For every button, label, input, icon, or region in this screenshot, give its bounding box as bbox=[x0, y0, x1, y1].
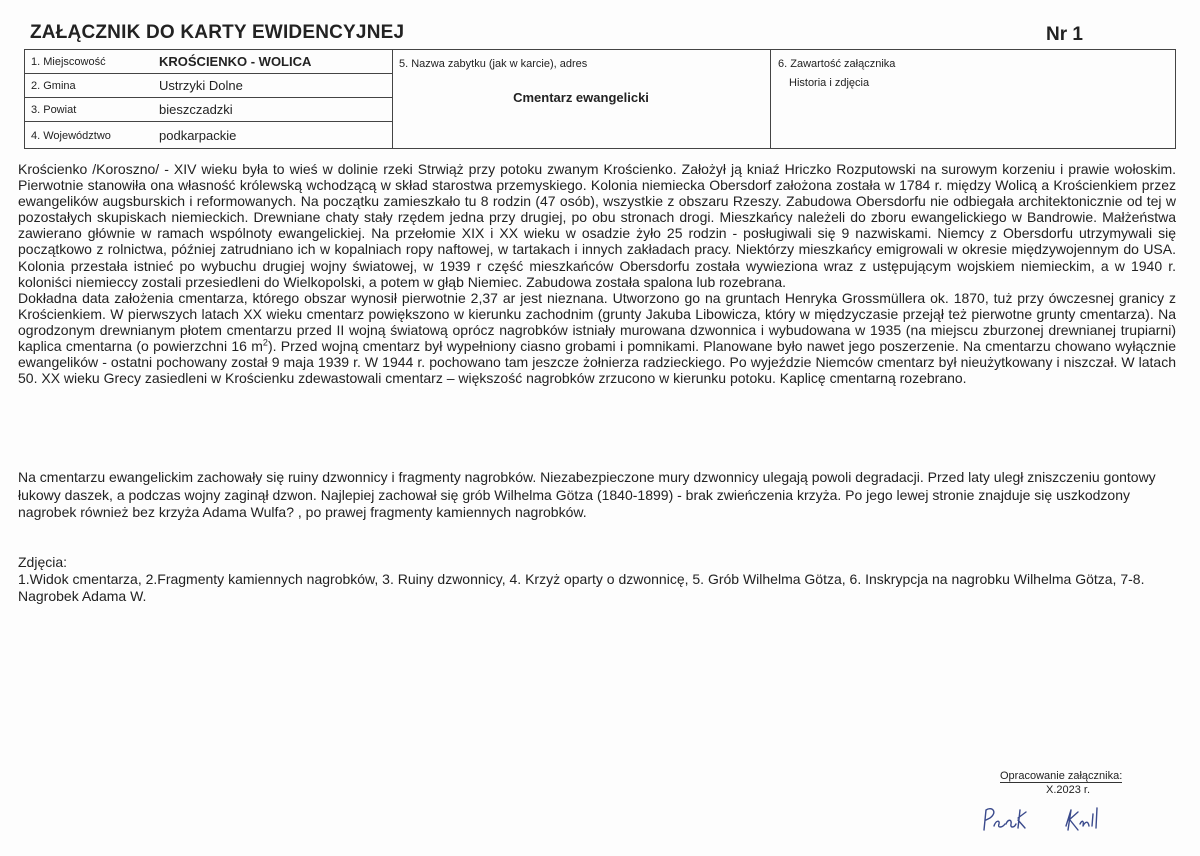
nazwa-label: 5. Nazwa zabytku (jak w karcie), adres bbox=[399, 58, 588, 70]
document-title: ZAŁĄCZNIK DO KARTY EWIDENCYJNEJ bbox=[30, 22, 405, 43]
miejscowosc-value: KROŚCIENKO - WOLICA bbox=[159, 54, 312, 69]
location-column bbox=[25, 50, 393, 148]
powiat-value: bieszczadzki bbox=[159, 102, 233, 117]
row-powiat bbox=[25, 98, 392, 122]
wojewodztwo-value: podkarpackie bbox=[159, 128, 237, 143]
document-number: Nr 1 bbox=[1046, 24, 1083, 45]
zawartosc-label: 6. Zawartość załącznika bbox=[778, 58, 896, 70]
monument-name-cell bbox=[392, 50, 771, 148]
nazwa-value: Cmentarz ewangelicki bbox=[513, 90, 649, 105]
photos-list: 1.Widok cmentarza, 2.Fragmenty kamiennych nagrobków, 3. Ruiny dzwonnicy, 4. Krzyż oparty o dzwonnicę, 5. Grób Wilhelma Götza, 6. Inskrypcja na nagrobku Wilhelma Götza, 7-8. Nagrobek Adama W. bbox=[18, 571, 1145, 604]
header-table bbox=[24, 49, 1176, 149]
paragraph-2-part-1: Dokładna data założenia cmentarza, którego obszar wynosił pierwotnie 2,37 ar jest nieznana. Utworzono go na gruntach Henryka Grossmüllera ok. 1870, tuż przy ówczesnej granicy z Krościenkiem. W pierwszych latach XX wieku cmentarz powiększono w kierunku zachodnim (grunty Jakuba Libowicza, który w międzyczasie przejął też pierwotne grunty cmentarza). Na ogrodzonym drewnianym płotem cmentarzu przed II wojną światową oprócz nagrobków istniały murowana dzwonnica i wybudowana w 1935 (na miejscu zburzonej drewnianej trupiarni) kaplica cmentarna (o powierzchni 16 m bbox=[18, 289, 1176, 355]
current-state-paragraph: Na cmentarzu ewangelickim zachowały się ruiny dzwonnicy i fragmenty nagrobków. Niezabezpieczone mury dzwonnicy ulegają powoli degradacji. Przed laty uległ zniszczeniu gontowy łukowy daszek, a podczas wojny zaginął dzwon. Najlepiej zachował się grób Wilhelma Götza (1840-1899) - brak zwieńczenia krzyża. Po jego lewej stronie znajduje się uszkodzony nagrobek również bez krzyża Adama Wulfa? , po prawej fragmenty kamiennych nagrobków. bbox=[18, 469, 1156, 520]
powiat-label: 3. Powiat bbox=[31, 104, 77, 116]
prepared-by-label: Opracowanie załącznika: bbox=[1000, 770, 1123, 782]
miejscowosc-label: 1. Miejscowość bbox=[31, 56, 106, 68]
history-text bbox=[18, 161, 1176, 386]
attachment-content-cell bbox=[771, 50, 1175, 148]
row-wojewodztwo bbox=[25, 124, 392, 148]
gmina-value: Ustrzyki Dolne bbox=[159, 78, 243, 93]
superscript-2: 2 bbox=[262, 337, 268, 348]
history-paragraph-2 bbox=[18, 290, 1176, 387]
zawartosc-value: Historia i zdjęcia bbox=[789, 77, 870, 89]
row-gmina bbox=[25, 74, 392, 98]
paragraph-2-part-2: ). Przed wojną cmentarz był wypełniony ciasno grobami i pomnikami. Planowane było nawet jego poszerzenie. Na cmentarzu chowano wyłącznie ewangelików - ostatni pochowany został 9 maja 1939 r. W 1944 r. pochowano tam jeszcze żołnierza radzieckiego. Po wyjeździe Niemców cmentarz był nieużytkowany i niszczał. W latach 50. XX wieku Grecy zasiedleni w Krościenku zdewastowali cmentarz – większość nagrobków zrzucono w kierunku potoku. Kaplicę cmentarną rozebrano. bbox=[18, 338, 1176, 387]
prepared-date: X.2023 r. bbox=[1046, 784, 1091, 796]
history-paragraph-1: Krościenko /Koroszno/ - XIV wieku była to wieś w dolinie rzeki Strwiąż przy potoku zwanym Krościenko. Założył ją kniaź Hriczko Rozputowski na surowym korzeniu i prawie wołoskim. Pierwotnie stanowiła ona własność królewską wchodzącą w skład starostwa przemyskiego. Kolonia niemiecka Obersdorf założona została w 1784 r. między Wolicą a Krościenkiem przez ewangelików augsburskich i reformowanych. Na początku zamieszkało tu 8 rodzin (47 osób), wszystkie z obszaru Rzeszy. Zabudowa Obersdorfu nie odbiegała architektonicznie od tej w pozostałych skupiskach niemieckich. Drewniane chaty stały rzędem jedna przy drugiej, po obu stronach drogi. Mieszkańcy należeli do zboru ewangelickiego w Bandrowie. Małżeństwa zawierano głównie w ramach wspólnoty ewangelickiej. Na przełomie XIX i XX wieku w osadzie żyło 25 rodzin - posługiwali się 9 nazwiskami. Niemcy z Obersdorfu utrzymywali się początkowo z rolnictwa, później zatrudniano ich w kopalniach ropy naftowej, w tartakach i innych zakładach pracy. Niektórzy mieszkańcy emigrowali w okresie międzywojennym do USA. Kolonia przestała istnieć po wybuchu drugiej wojny światowej, w 1939 r część mieszkańców Obersdorfu została wywieziona wraz z ustępującym wojskiem niemieckim, a w 1940 r. koloniści niemieccy zostali przesiedleni do Wielkopolski, a potem w głąb Niemiec. Zabudowa została spalona lub rozebrana. bbox=[18, 161, 1176, 290]
photos-heading: Zdjęcia: bbox=[18, 554, 68, 570]
row-miejscowosc bbox=[25, 50, 392, 74]
handwritten-signature bbox=[978, 800, 1118, 840]
gmina-label: 2. Gmina bbox=[31, 80, 76, 92]
wojewodztwo-label: 4. Województwo bbox=[31, 130, 111, 142]
